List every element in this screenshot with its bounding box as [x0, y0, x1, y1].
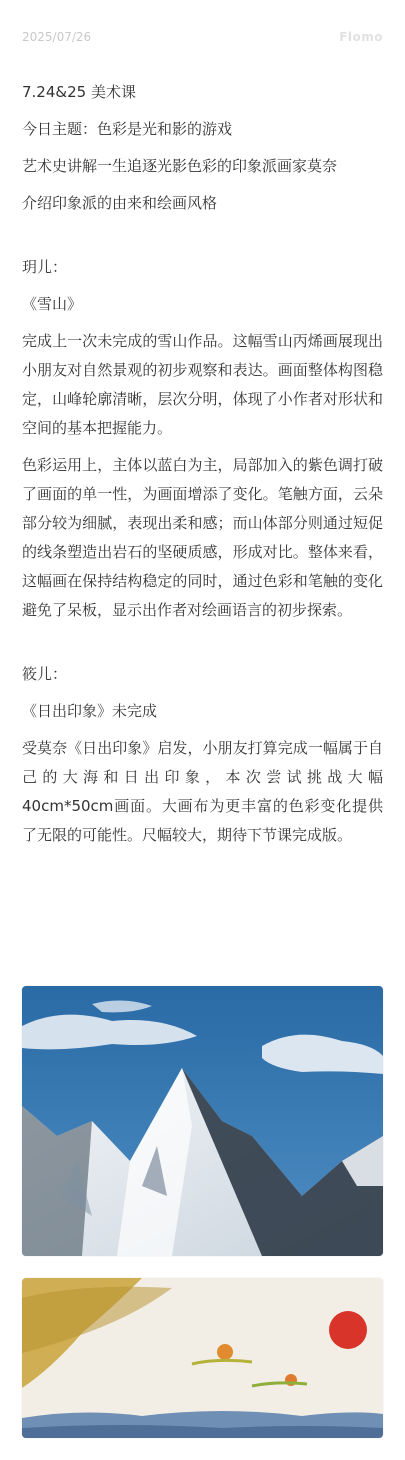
- note-header: [22, 30, 383, 44]
- student1-name: 玥儿：: [22, 258, 68, 276]
- spacer: [22, 633, 383, 660]
- note-date: 2025/07/26: [22, 30, 92, 44]
- student2-work: 《日出印象》未完成: [22, 702, 158, 720]
- student1-para1: 完成上一次未完成的雪山作品。这幅雪山丙烯画展现出小朋友对自然景观的初步观察和表达。画面整体构图稳定，山峰轮廓清晰，层次分明，体现了小作者对形状和空间的基本把握能力。: [22, 332, 383, 437]
- note-intro: 介绍印象派的由来和绘画风格: [22, 194, 218, 212]
- note-content: [22, 78, 383, 858]
- student2-para1: 受莫奈《日出印象》启发，小朋友打算完成一幅属于自己的大海和日出印象，本次尝试挑战大幅40cm*50cm画面。大画布为更丰富的色彩变化提供了无限的可能性。尺幅较大，期待下节课完成版。: [22, 739, 383, 844]
- note-topic: 今日主题：色彩是光和影的游戏: [22, 120, 233, 138]
- spacer: [22, 226, 383, 253]
- student1-para2: 色彩运用上，主体以蓝白为主，局部加入的紫色调打破了画面的单一性，为画面增添了变化。笔触方面，云朵部分较为细腻，表现出柔和感；而山体部分则通过短促的线条塑造出岩石的坚硬质感，形成对比。整体来看，这幅画在保持结构稳定的同时，通过色彩和笔触的变化避免了呆板，显示出作者对绘画语言的初步探索。: [22, 456, 383, 619]
- student2-name: 筱儿：: [22, 665, 68, 683]
- student1-work: 《雪山》: [22, 295, 83, 313]
- sunrise-impression-painting-image[interactable]: [22, 1278, 383, 1438]
- brand-logo: Flomo: [339, 30, 383, 44]
- note-images: [22, 986, 383, 1460]
- note-history: 艺术史讲解一生追逐光影色彩的印象派画家莫奈: [22, 157, 338, 175]
- note-title: 7.24&25 美术课: [22, 83, 136, 101]
- snow-mountain-painting-image[interactable]: [22, 986, 383, 1256]
